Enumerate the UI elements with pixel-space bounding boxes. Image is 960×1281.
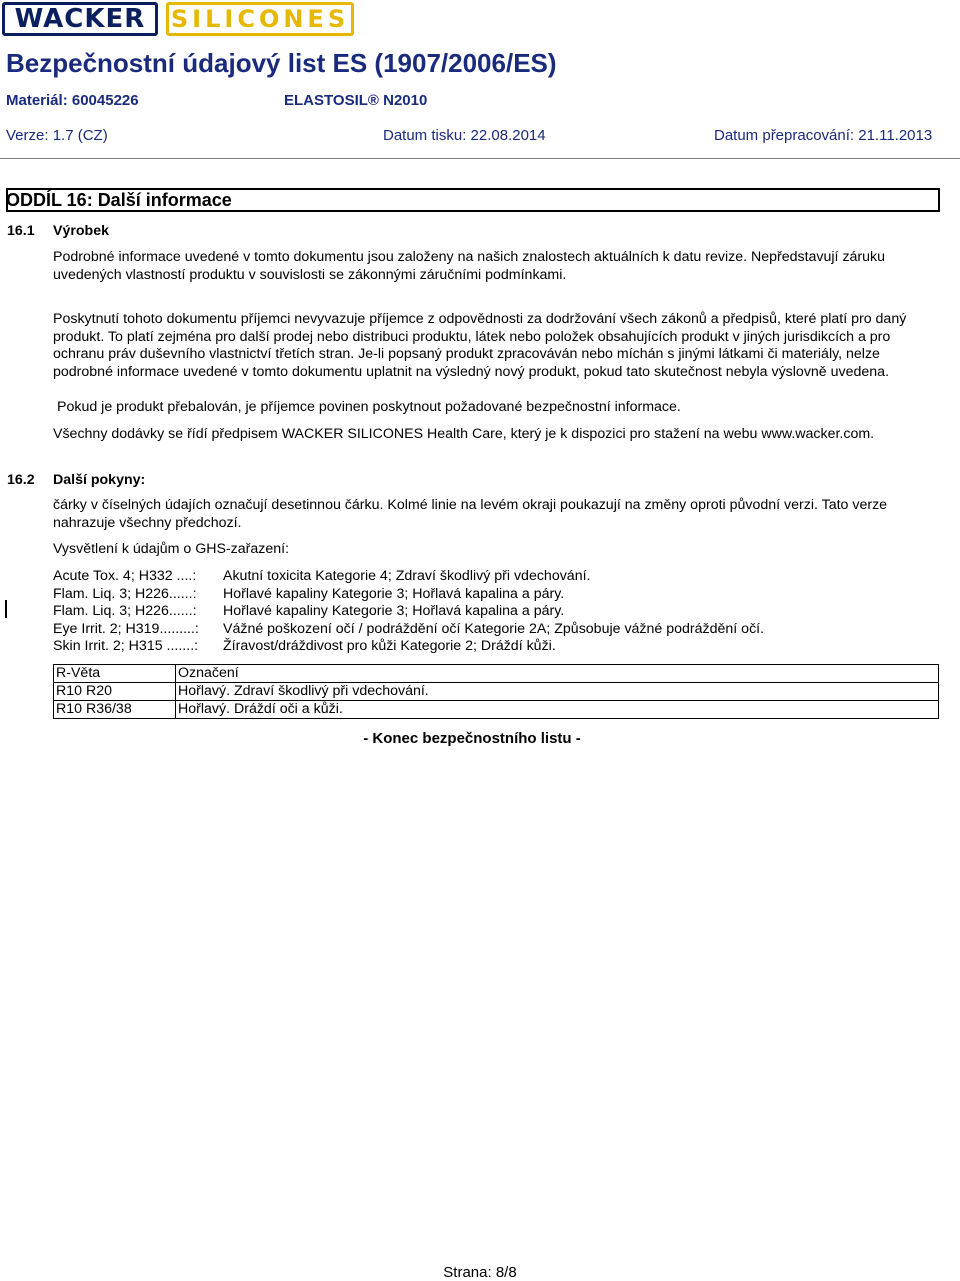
silicones-logo xyxy=(166,2,354,36)
ghs-text: Vážné poškození očí / podráždění očí Kategorie 2A; Způsobuje vážné podráždění očí. xyxy=(223,620,765,637)
table-row xyxy=(54,701,939,719)
ghs-row xyxy=(53,568,933,586)
table-header-row xyxy=(54,665,939,683)
ghs-row xyxy=(53,603,933,621)
table-header-designation: Označení xyxy=(176,665,939,683)
ghs-row xyxy=(53,638,933,656)
table-cell-code: R10 R36/38 xyxy=(54,701,176,719)
ghs-code: Acute Tox. 4; H332 ....: xyxy=(53,568,197,584)
table-header-r-phrase: R-Věta xyxy=(54,665,176,683)
paragraph-repackaging: Pokud je produkt přebalován, je příjemce povinen poskytnout požadované bezpečnostní informace. xyxy=(57,399,681,415)
table-cell-text: Hořlavý. Zdraví škodlivý při vdechování. xyxy=(176,683,939,701)
ghs-text: Žíravost/dráždivost pro kůži Kategorie 2; Dráždí kůži. xyxy=(223,638,556,655)
subsection-16-2-title: Další pokyny: xyxy=(53,472,146,488)
wacker-logo-text: WACKER xyxy=(14,4,146,34)
wacker-logo xyxy=(2,2,158,36)
product-name: ELASTOSIL® N2010 xyxy=(284,92,428,109)
change-marker xyxy=(5,600,7,618)
ghs-row xyxy=(53,586,933,604)
paragraph-notes: čárky v číselných údajích označují desetinnou čárku. Kolmé linie na levém okraji poukazují na změny oproti původní verzi. Tato verze nahrazuje všechny předchozí. xyxy=(53,497,888,531)
ghs-list xyxy=(53,568,933,656)
header-divider xyxy=(0,158,960,159)
subsection-16-1-title: Výrobek xyxy=(53,223,109,239)
subsection-16-2-number: 16.2 xyxy=(7,472,35,488)
page-number: Strana: 8/8 xyxy=(443,1264,517,1281)
print-date: Datum tisku: 22.08.2014 xyxy=(383,127,546,144)
section-title: ODDÍL 16: Další informace xyxy=(6,190,232,210)
end-of-sheet-note: - Konec bezpečnostního listu - xyxy=(363,730,581,747)
ghs-code: Flam. Liq. 3; H226......: xyxy=(53,603,197,620)
table-cell-code: R10 R20 xyxy=(54,683,176,701)
paragraph-accuracy: Podrobné informace uvedené v tomto dokumentu jsou založeny na našich znalostech aktuálních k datu revize. Nepředstavují záruku uvedených vlastností produktu v souvislosti se zákonnými záručními podmínkami. xyxy=(53,249,886,283)
ghs-code: Skin Irrit. 2; H315 .......: xyxy=(53,638,199,655)
ghs-code: Flam. Liq. 3; H226......: xyxy=(53,585,197,602)
ghs-text: Hořlavé kapaliny Kategorie 3; Hořlavá kapalina a páry. xyxy=(223,603,565,620)
ghs-row xyxy=(53,621,933,639)
table-row xyxy=(54,683,939,701)
silicones-logo-text: SILICONES xyxy=(170,5,350,33)
document-title: Bezpečnostní údajový list ES (1907/2006/ES) xyxy=(6,48,557,78)
material-number: Materiál: 60045226 xyxy=(6,92,139,109)
ghs-text: Hořlavé kapaliny Kategorie 3; Hořlavá kapalina a páry. xyxy=(223,585,565,602)
table-cell-text: Hořlavý. Dráždí oči a kůži. xyxy=(176,701,939,719)
ghs-code: Eye Irrit. 2; H319.........: xyxy=(53,620,199,637)
ghs-text: Akutní toxicita Kategorie 4; Zdraví škodlivý při vdechování. xyxy=(223,568,591,584)
subsection-16-1-number: 16.1 xyxy=(7,223,35,239)
r-phrase-table xyxy=(53,664,939,719)
ghs-heading: Vysvětlení k údajům o GHS-zařazení: xyxy=(53,541,290,557)
revision-date: Datum přepracování: 21.11.2013 xyxy=(714,127,933,144)
paragraph-responsibility: Poskytnutí tohoto dokumentu příjemci nevyvazuje příjemce z odpovědnosti za dodržování všech zákonů a předpisů, které platí pro daný produkt. To platí zejména pro další prodej nebo distribuci produktu, látek nebo položek obsahujících produkt v jiných jurisdikcích a pro ochranu práv duševního vlastnictví třetích stran. Je-li popsaný produkt zpracováván nebo míchán s jinými látkami či materiály, nelze podrobné informace uvedené v tomto dokumentu uplatnit na výsledný nový produkt, pokud tato skutečnost nebyla výslovně uvedena. xyxy=(53,311,907,380)
paragraph-health-care: Všechny dodávky se řídí předpisem WACKER SILICONES Health Care, který je k dispozici pro stažení na webu www.wacker.com. xyxy=(53,426,875,442)
version: Verze: 1.7 (CZ) xyxy=(6,127,108,144)
